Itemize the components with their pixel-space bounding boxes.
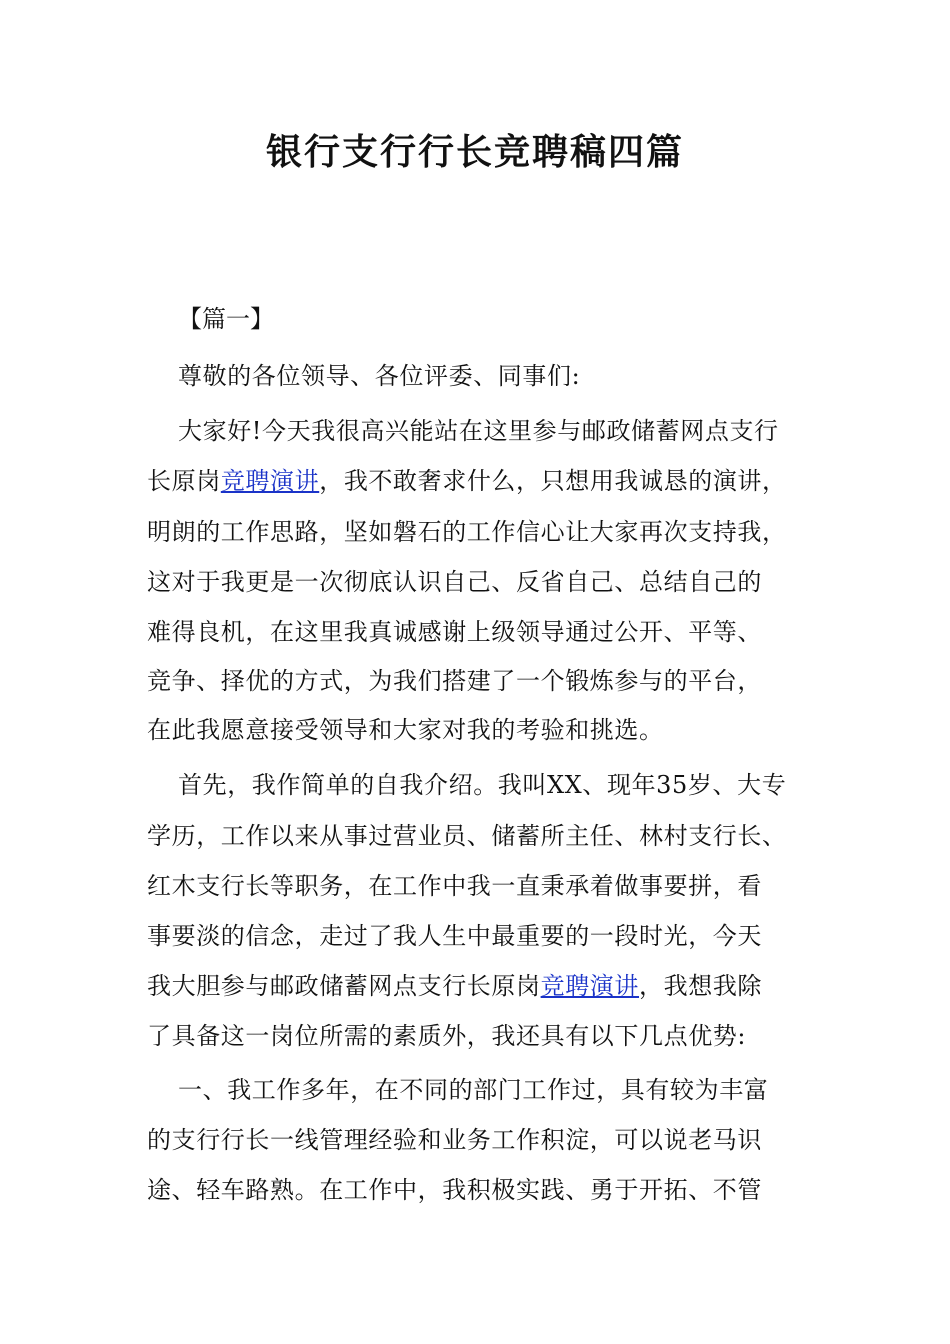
paragraph-1-line-2-before: 长原岗 xyxy=(147,467,221,495)
paragraph-1-line-3: 明朗的工作思路，坚如磐石的工作信心让大家再次支持我， xyxy=(147,518,787,546)
paragraph-3-line-2: 的支行行长一线管理经验和业务工作积淀，可以说老马识 xyxy=(147,1126,762,1154)
document-title: 银行支行行长竞聘稿四篇 xyxy=(265,131,684,173)
paragraph-2-line-1: 首先，我作简单的自我介绍。我叫XX、现年35岁、大专 xyxy=(178,771,787,799)
paragraph-2-line-5-after: ，我想我除 xyxy=(639,972,763,1000)
paragraph-3-line-1: 一、我工作多年，在不同的部门工作过，具有较为丰富 xyxy=(178,1076,769,1104)
section-label: 【篇一】 xyxy=(178,305,274,333)
paragraph-1-line-2 xyxy=(147,466,787,496)
paragraph-2-line-2: 学历，工作以来从事过营业员、储蓄所主任、林村支行长、 xyxy=(147,822,787,850)
paragraph-3-line-3: 途、轻车路熟。在工作中，我积极实践、勇于开拓、不管 xyxy=(147,1176,762,1204)
paragraph-2-line-5 xyxy=(147,971,762,1001)
paragraph-1-line-2-after: ，我不敢奢求什么，只想用我诚恳的演讲， xyxy=(319,467,787,495)
paragraph-1-line-5: 难得良机，在这里我真诚感谢上级领导通过公开、平等、 xyxy=(147,618,762,646)
paragraph-2-line-3: 红木支行长等职务，在工作中我一直秉承着做事要拼，看 xyxy=(147,872,762,900)
paragraph-1-line-4: 这对于我更是一次彻底认识自己、反省自己、总结自己的 xyxy=(147,568,762,596)
paragraph-2-line-5-before: 我大胆参与邮政储蓄网点支行长原岗 xyxy=(147,972,541,1000)
speech-link-2[interactable]: 竞聘演讲 xyxy=(540,972,640,1000)
paragraph-2-line-6: 了具备这一岗位所需的素质外，我还具有以下几点优势: xyxy=(147,1022,747,1050)
paragraph-2-line-4: 事要淡的信念，走过了我人生中最重要的一段时光，今天 xyxy=(147,922,762,950)
paragraph-1-line-7: 在此我愿意接受领导和大家对我的考验和挑选。 xyxy=(147,716,664,744)
paragraph-1-line-6: 竞争、择优的方式，为我们搭建了一个锻炼参与的平台， xyxy=(147,667,762,695)
speech-link[interactable]: 竞聘演讲 xyxy=(220,467,320,495)
salutation: 尊敬的各位领导、各位评委、同事们: xyxy=(178,362,581,390)
paragraph-1-line-1: 大家好!今天我很高兴能站在这里参与邮政储蓄网点支行 xyxy=(178,417,779,445)
